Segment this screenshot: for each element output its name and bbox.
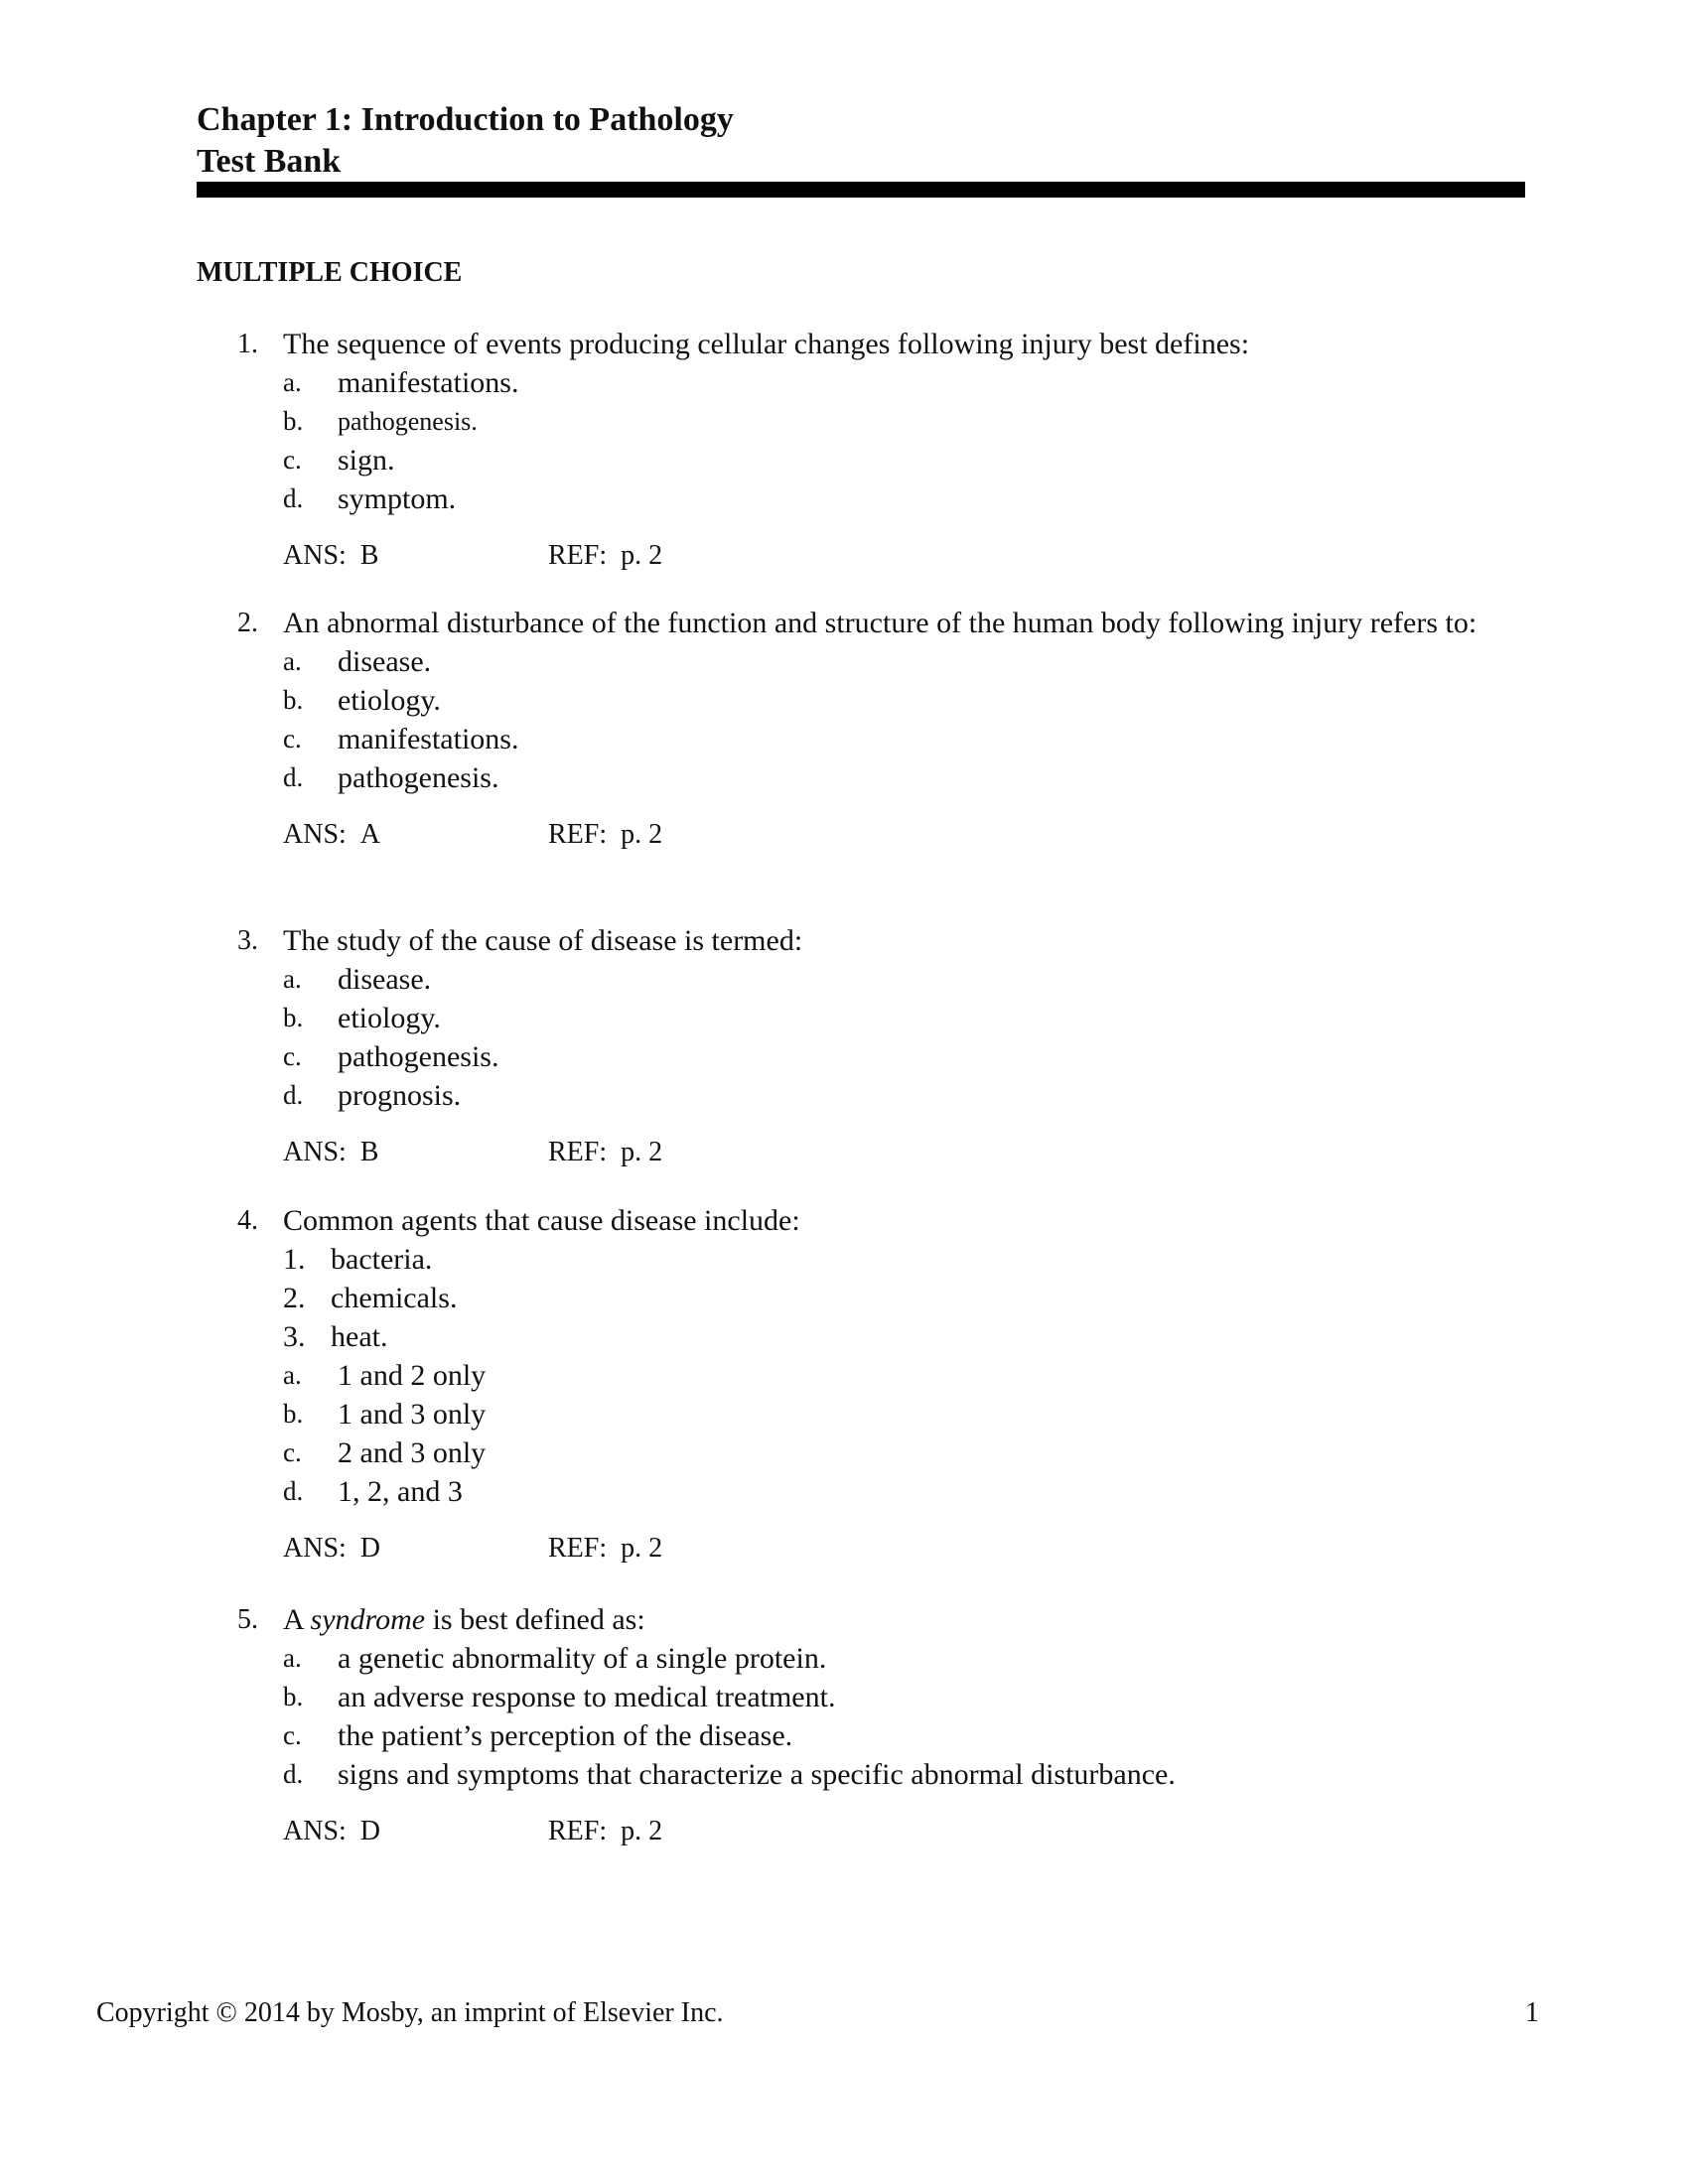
option-label: c. — [283, 1041, 302, 1071]
option-b — [0, 1395, 1688, 1433]
answer — [283, 536, 378, 575]
question-stem: The sequence of events producing cellular changes following injury best defines: — [283, 328, 1250, 360]
option-b — [0, 402, 1688, 441]
item-2 — [0, 1279, 1688, 1317]
reference-label: REF: — [548, 1137, 608, 1167]
question-number: 4. — [237, 1205, 258, 1236]
option-d — [0, 1076, 1688, 1115]
answer-row — [0, 536, 1688, 575]
option-label: c. — [283, 445, 302, 475]
reference-label: REF: — [548, 1816, 608, 1846]
answer-value: A — [359, 819, 381, 850]
question-5 — [0, 1600, 1688, 1850]
option-c — [0, 1433, 1688, 1472]
option-text: disease. — [338, 645, 432, 678]
option-text: signs and symptoms that characterize a specific abnormal disturbance. — [338, 1758, 1176, 1791]
question-number: 2. — [237, 608, 258, 638]
answer — [283, 1133, 378, 1171]
item-1 — [0, 1240, 1688, 1279]
option-text: pathogenesis. — [338, 407, 478, 436]
option-text: an adverse response to medical treatment. — [338, 1681, 836, 1713]
answer-row — [0, 1133, 1688, 1171]
option-d — [0, 479, 1688, 518]
option-text: symptom. — [338, 482, 457, 515]
option-text: manifestations. — [338, 366, 519, 399]
answer-label: ANS: — [283, 1137, 347, 1167]
option-label: d. — [283, 1759, 304, 1789]
title-line-2: Test Bank — [197, 143, 342, 180]
option-label: b. — [283, 406, 304, 436]
question-stem — [283, 1600, 1504, 1639]
reference-value: p. 2 — [621, 540, 663, 571]
answer-label: ANS: — [283, 1816, 347, 1846]
option-c — [0, 441, 1688, 479]
option-text: 1 and 3 only — [338, 1398, 487, 1431]
item-text: bacteria. — [331, 1243, 433, 1276]
title-divider — [197, 182, 1525, 198]
answer — [283, 1529, 380, 1568]
answer-value: D — [359, 1816, 381, 1846]
option-a — [0, 1639, 1688, 1678]
option-label: d. — [283, 483, 304, 513]
question-number: 3. — [237, 925, 258, 956]
question-stem: The study of the cause of disease is termed: — [283, 924, 803, 957]
copyright-footer: Copyright © 2014 by Mosby, an imprint of Elsevier Inc. — [96, 1997, 724, 2028]
option-text: disease. — [338, 963, 432, 996]
option-text: the patient’s perception of the disease. — [338, 1719, 793, 1752]
option-b — [0, 1678, 1688, 1716]
option-label: d. — [283, 1476, 304, 1506]
reference — [548, 536, 662, 575]
option-text: manifestations. — [338, 723, 519, 755]
chapter-title — [197, 99, 734, 183]
option-c — [0, 1037, 1688, 1076]
option-text: a genetic abnormality of a single protein. — [338, 1642, 827, 1675]
reference-label: REF: — [548, 540, 608, 571]
question-stem: Common agents that cause disease include: — [283, 1204, 800, 1237]
option-label: b. — [283, 685, 304, 715]
question-number: 1. — [237, 329, 258, 359]
reference-label: REF: — [548, 819, 608, 850]
question-stem: An abnormal disturbance of the function and structure of the human body following injury refers to: — [283, 607, 1477, 639]
reference — [548, 1529, 662, 1568]
option-label: c. — [283, 1720, 302, 1750]
reference-value: p. 2 — [621, 819, 663, 850]
reference-value: p. 2 — [621, 1137, 663, 1167]
answer-value: B — [359, 540, 379, 571]
reference — [548, 815, 662, 854]
option-text: prognosis. — [338, 1079, 462, 1112]
item-label: 3. — [283, 1320, 306, 1353]
question-number: 5. — [237, 1604, 258, 1635]
answer — [283, 1812, 380, 1850]
option-c — [0, 720, 1688, 758]
option-label: b. — [283, 1399, 304, 1429]
option-d — [0, 1755, 1688, 1794]
page-number: 1 — [1525, 1997, 1539, 2028]
stem-suffix: is best defined as: — [432, 1603, 645, 1636]
option-c — [0, 1716, 1688, 1755]
option-a — [0, 960, 1688, 999]
answer-value: D — [359, 1533, 381, 1564]
item-3 — [0, 1317, 1688, 1356]
stem-prefix: A — [283, 1603, 304, 1636]
option-text: pathogenesis. — [338, 1040, 499, 1073]
answer-row — [0, 815, 1688, 854]
option-text: sign. — [338, 444, 395, 477]
question-3 — [0, 921, 1688, 1171]
option-b — [0, 681, 1688, 720]
item-label: 1. — [283, 1243, 306, 1276]
option-label: a. — [283, 646, 302, 676]
reference-value: p. 2 — [621, 1816, 663, 1846]
option-label: c. — [283, 724, 302, 753]
option-text: pathogenesis. — [338, 761, 499, 794]
answer — [283, 815, 380, 854]
title-line-1: Chapter 1: Introduction to Pathology — [197, 101, 734, 138]
option-a — [0, 642, 1688, 681]
reference — [548, 1812, 662, 1850]
option-text: 1 and 2 only — [338, 1359, 487, 1392]
option-label: b. — [283, 1003, 304, 1032]
option-text: etiology. — [338, 684, 441, 717]
option-label: a. — [283, 964, 302, 994]
option-label: c. — [283, 1437, 302, 1467]
option-b — [0, 999, 1688, 1037]
answer-label: ANS: — [283, 819, 347, 850]
option-a — [0, 363, 1688, 402]
option-text: 1, 2, and 3 — [338, 1475, 463, 1508]
option-d — [0, 758, 1688, 797]
item-text: chemicals. — [331, 1282, 458, 1314]
question-2 — [0, 604, 1688, 854]
option-a — [0, 1356, 1688, 1395]
section-heading: MULTIPLE CHOICE — [197, 257, 463, 288]
answer-row — [0, 1812, 1688, 1850]
option-text: etiology. — [338, 1002, 441, 1034]
item-text: heat. — [331, 1320, 388, 1353]
option-label: b. — [283, 1682, 304, 1711]
reference-label: REF: — [548, 1533, 608, 1564]
option-label: d. — [283, 762, 304, 792]
stem-emphasis: syndrome — [310, 1603, 426, 1636]
reference — [548, 1133, 662, 1171]
reference-value: p. 2 — [621, 1533, 663, 1564]
option-label: a. — [283, 1643, 302, 1673]
item-label: 2. — [283, 1282, 306, 1314]
answer-label: ANS: — [283, 540, 347, 571]
question-1 — [0, 325, 1688, 575]
question-4 — [0, 1201, 1688, 1568]
option-text: 2 and 3 only — [338, 1436, 487, 1469]
answer-label: ANS: — [283, 1533, 347, 1564]
option-label: a. — [283, 367, 302, 397]
option-d — [0, 1472, 1688, 1511]
option-label: d. — [283, 1080, 304, 1110]
answer-row — [0, 1529, 1688, 1568]
answer-value: B — [359, 1137, 379, 1167]
option-label: a. — [283, 1360, 302, 1390]
